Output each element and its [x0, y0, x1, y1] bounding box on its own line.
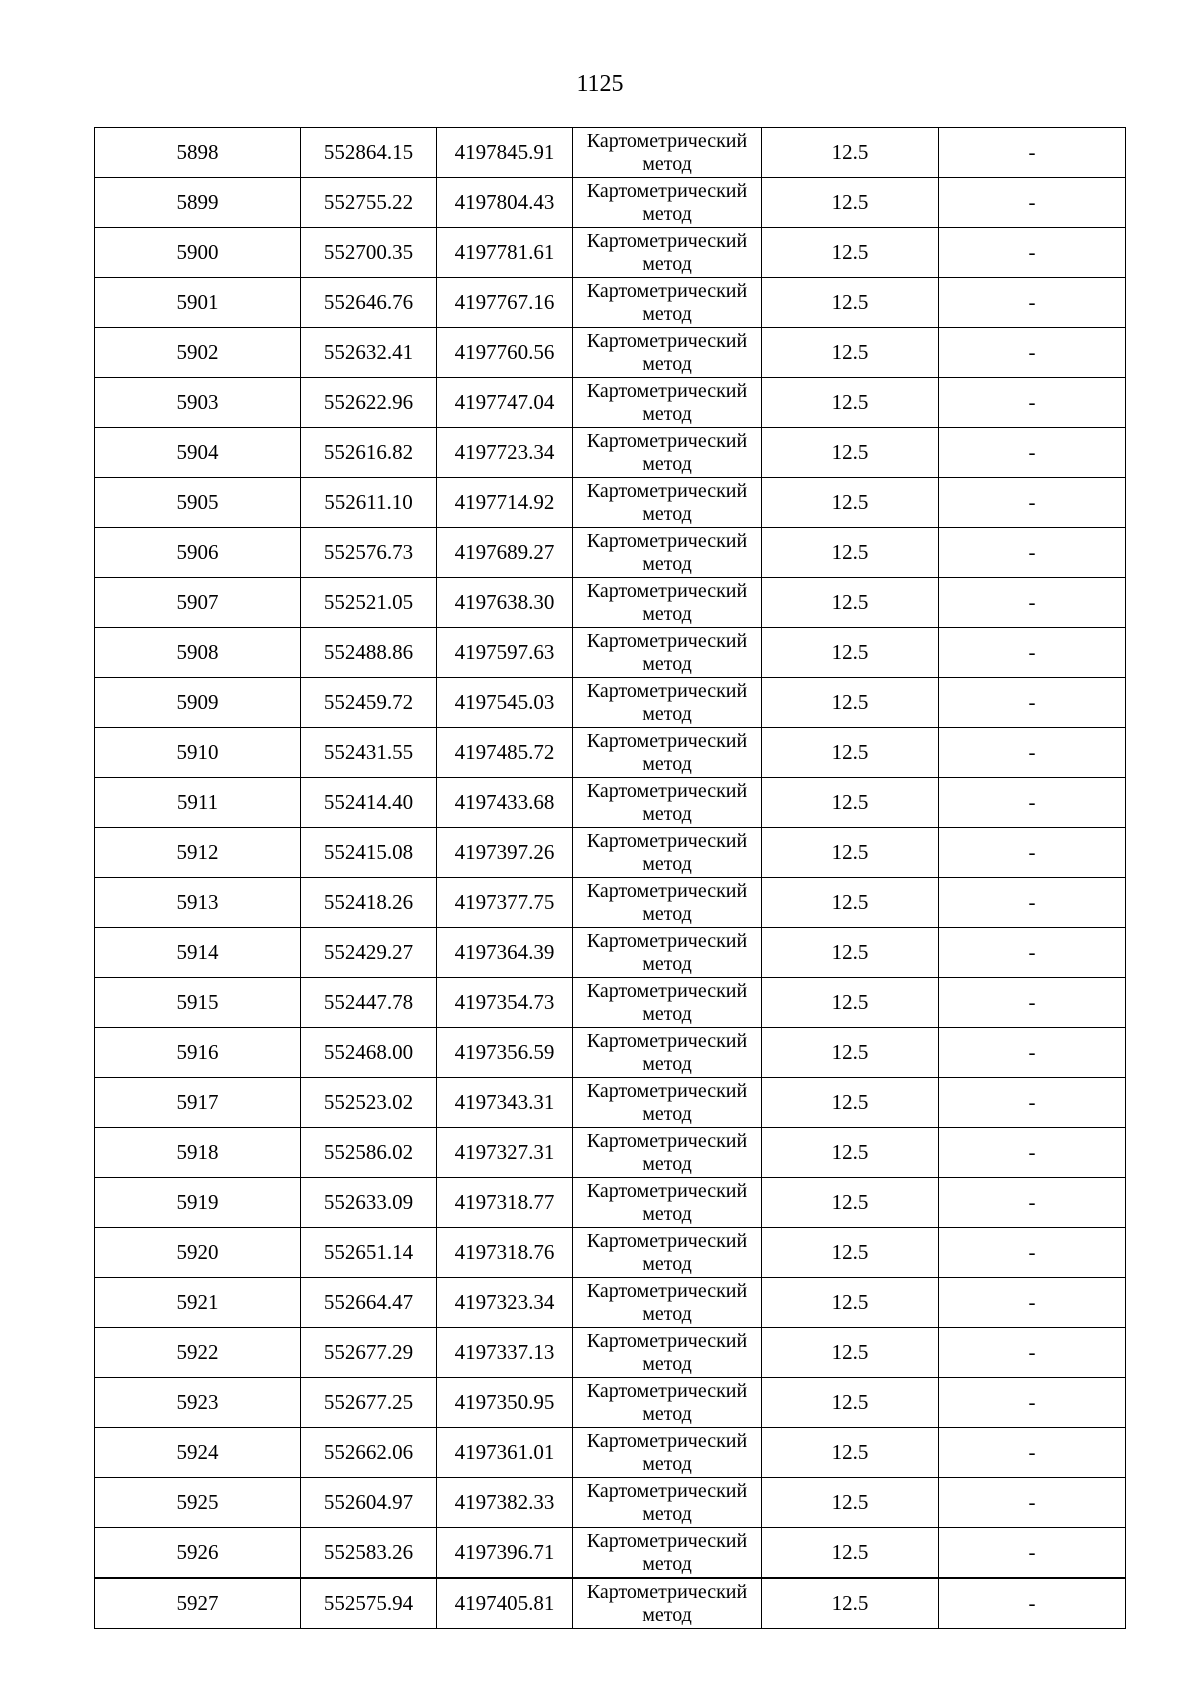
method-cell	[573, 678, 762, 728]
x-coordinate-cell: 552604.97	[301, 1478, 437, 1528]
y-coordinate-cell: 4197767.16	[437, 278, 573, 328]
method-line-2: метод	[642, 1202, 692, 1225]
note-cell: -	[939, 1328, 1126, 1378]
point-number-cell: 5902	[95, 328, 301, 378]
y-coordinate-cell: 4197485.72	[437, 728, 573, 778]
method-cell	[573, 928, 762, 978]
method-cell	[573, 1328, 762, 1378]
table-row	[95, 728, 1126, 778]
table-row	[95, 778, 1126, 828]
method-line-2: метод	[642, 1552, 692, 1575]
method-cell	[573, 1578, 762, 1629]
method-cell	[573, 428, 762, 478]
table-row	[95, 1478, 1126, 1528]
y-coordinate-cell: 4197361.01	[437, 1428, 573, 1478]
accuracy-cell: 12.5	[762, 528, 939, 578]
accuracy-cell: 12.5	[762, 1178, 939, 1228]
method-line-1: Картометрический	[586, 429, 748, 452]
accuracy-cell: 12.5	[762, 978, 939, 1028]
note-cell: -	[939, 1278, 1126, 1328]
accuracy-cell: 12.5	[762, 328, 939, 378]
method-cell	[573, 528, 762, 578]
method-cell	[573, 378, 762, 428]
method-line-2: метод	[642, 452, 692, 475]
method-cell	[573, 1078, 762, 1128]
method-line-2: метод	[642, 1252, 692, 1275]
method-line-1: Картометрический	[586, 229, 748, 252]
note-cell: -	[939, 678, 1126, 728]
method-line-1: Картометрический	[586, 1580, 748, 1603]
y-coordinate-cell: 4197318.76	[437, 1228, 573, 1278]
method-line-1: Картометрический	[586, 1329, 748, 1352]
method-cell	[573, 1378, 762, 1428]
table-row	[95, 228, 1126, 278]
method-line-2: метод	[642, 402, 692, 425]
method-line-2: метод	[642, 652, 692, 675]
accuracy-cell: 12.5	[762, 128, 939, 178]
table-row	[95, 328, 1126, 378]
note-cell: -	[939, 578, 1126, 628]
note-cell: -	[939, 778, 1126, 828]
x-coordinate-cell: 552677.25	[301, 1378, 437, 1428]
y-coordinate-cell: 4197723.34	[437, 428, 573, 478]
table-row	[95, 378, 1126, 428]
x-coordinate-cell: 552488.86	[301, 628, 437, 678]
method-line-2: метод	[642, 1452, 692, 1475]
table-row	[95, 628, 1126, 678]
accuracy-cell: 12.5	[762, 1228, 939, 1278]
table-row	[95, 1578, 1126, 1629]
accuracy-cell: 12.5	[762, 778, 939, 828]
x-coordinate-cell: 552583.26	[301, 1528, 437, 1579]
table-row	[95, 678, 1126, 728]
note-cell: -	[939, 728, 1126, 778]
note-cell: -	[939, 478, 1126, 528]
x-coordinate-cell: 552646.76	[301, 278, 437, 328]
table-row	[95, 1078, 1126, 1128]
point-number-cell: 5913	[95, 878, 301, 928]
y-coordinate-cell: 4197845.91	[437, 128, 573, 178]
table-row	[95, 1028, 1126, 1078]
point-number-cell: 5905	[95, 478, 301, 528]
note-cell: -	[939, 1378, 1126, 1428]
y-coordinate-cell: 4197804.43	[437, 178, 573, 228]
note-cell: -	[939, 1178, 1126, 1228]
method-line-2: метод	[642, 952, 692, 975]
method-cell	[573, 328, 762, 378]
method-line-1: Картометрический	[586, 679, 748, 702]
point-number-cell: 5916	[95, 1028, 301, 1078]
table-row	[95, 1528, 1126, 1579]
point-number-cell: 5911	[95, 778, 301, 828]
method-cell	[573, 1228, 762, 1278]
method-cell	[573, 828, 762, 878]
x-coordinate-cell: 552414.40	[301, 778, 437, 828]
y-coordinate-cell: 4197747.04	[437, 378, 573, 428]
method-cell	[573, 1478, 762, 1528]
note-cell: -	[939, 378, 1126, 428]
method-cell	[573, 578, 762, 628]
method-cell	[573, 1528, 762, 1579]
x-coordinate-cell: 552447.78	[301, 978, 437, 1028]
accuracy-cell: 12.5	[762, 1278, 939, 1328]
method-line-2: метод	[642, 702, 692, 725]
x-coordinate-cell: 552633.09	[301, 1178, 437, 1228]
table-row	[95, 428, 1126, 478]
point-number-cell: 5927	[95, 1578, 301, 1629]
table-row	[95, 1278, 1126, 1328]
method-cell	[573, 178, 762, 228]
accuracy-cell: 12.5	[762, 1078, 939, 1128]
point-number-cell: 5910	[95, 728, 301, 778]
method-cell	[573, 628, 762, 678]
y-coordinate-cell: 4197327.31	[437, 1128, 573, 1178]
method-line-1: Картометрический	[586, 879, 748, 902]
method-line-1: Картометрический	[586, 1429, 748, 1452]
method-cell	[573, 1028, 762, 1078]
x-coordinate-cell: 552431.55	[301, 728, 437, 778]
point-number-cell: 5906	[95, 528, 301, 578]
note-cell: -	[939, 1528, 1126, 1579]
table-row	[95, 528, 1126, 578]
method-cell	[573, 1128, 762, 1178]
accuracy-cell: 12.5	[762, 178, 939, 228]
method-line-2: метод	[642, 802, 692, 825]
method-line-1: Картометрический	[586, 329, 748, 352]
x-coordinate-cell: 552418.26	[301, 878, 437, 928]
table-row	[95, 478, 1126, 528]
table-row	[95, 278, 1126, 328]
x-coordinate-cell: 552632.41	[301, 328, 437, 378]
point-number-cell: 5899	[95, 178, 301, 228]
method-line-1: Картометрический	[586, 1179, 748, 1202]
point-number-cell: 5904	[95, 428, 301, 478]
note-cell: -	[939, 1428, 1126, 1478]
method-cell	[573, 1278, 762, 1328]
method-line-2: метод	[642, 1002, 692, 1025]
accuracy-cell: 12.5	[762, 378, 939, 428]
point-number-cell: 5912	[95, 828, 301, 878]
method-cell	[573, 278, 762, 328]
table-row	[95, 1378, 1126, 1428]
method-cell	[573, 128, 762, 178]
point-number-cell: 5898	[95, 128, 301, 178]
y-coordinate-cell: 4197323.34	[437, 1278, 573, 1328]
method-cell	[573, 1428, 762, 1478]
table-row	[95, 1178, 1126, 1228]
x-coordinate-cell: 552677.29	[301, 1328, 437, 1378]
method-line-2: метод	[642, 1152, 692, 1175]
y-coordinate-cell: 4197377.75	[437, 878, 573, 928]
note-cell: -	[939, 528, 1126, 578]
point-number-cell: 5923	[95, 1378, 301, 1428]
y-coordinate-cell: 4197354.73	[437, 978, 573, 1028]
note-cell: -	[939, 428, 1126, 478]
method-line-1: Картометрический	[586, 1129, 748, 1152]
y-coordinate-cell: 4197364.39	[437, 928, 573, 978]
x-coordinate-cell: 552664.47	[301, 1278, 437, 1328]
method-line-1: Картометрический	[586, 279, 748, 302]
accuracy-cell: 12.5	[762, 428, 939, 478]
note-cell: -	[939, 1128, 1126, 1178]
method-cell	[573, 778, 762, 828]
accuracy-cell: 12.5	[762, 1428, 939, 1478]
method-line-1: Картометрический	[586, 529, 748, 552]
y-coordinate-cell: 4197781.61	[437, 228, 573, 278]
y-coordinate-cell: 4197760.56	[437, 328, 573, 378]
y-coordinate-cell: 4197689.27	[437, 528, 573, 578]
x-coordinate-cell: 552611.10	[301, 478, 437, 528]
y-coordinate-cell: 4197337.13	[437, 1328, 573, 1378]
accuracy-cell: 12.5	[762, 1328, 939, 1378]
point-number-cell: 5918	[95, 1128, 301, 1178]
accuracy-cell: 12.5	[762, 828, 939, 878]
accuracy-cell: 12.5	[762, 1378, 939, 1428]
method-line-1: Картометрический	[586, 629, 748, 652]
method-line-1: Картометрический	[586, 129, 748, 152]
method-line-2: метод	[642, 852, 692, 875]
point-number-cell: 5917	[95, 1078, 301, 1128]
method-line-1: Картометрический	[586, 979, 748, 1002]
point-number-cell: 5919	[95, 1178, 301, 1228]
method-line-1: Картометрический	[586, 179, 748, 202]
y-coordinate-cell: 4197405.81	[437, 1578, 573, 1629]
method-line-2: метод	[642, 352, 692, 375]
method-line-2: метод	[642, 1352, 692, 1375]
y-coordinate-cell: 4197545.03	[437, 678, 573, 728]
point-number-cell: 5925	[95, 1478, 301, 1528]
note-cell: -	[939, 228, 1126, 278]
note-cell: -	[939, 1078, 1126, 1128]
x-coordinate-cell: 552576.73	[301, 528, 437, 578]
note-cell: -	[939, 1578, 1126, 1629]
method-line-1: Картометрический	[586, 1279, 748, 1302]
method-cell	[573, 878, 762, 928]
table-row	[95, 1328, 1126, 1378]
method-line-2: метод	[642, 1052, 692, 1075]
method-line-2: метод	[642, 1302, 692, 1325]
y-coordinate-cell: 4197396.71	[437, 1528, 573, 1579]
table-row	[95, 178, 1126, 228]
method-line-1: Картометрический	[586, 1229, 748, 1252]
y-coordinate-cell: 4197350.95	[437, 1378, 573, 1428]
note-cell: -	[939, 878, 1126, 928]
y-coordinate-cell: 4197397.26	[437, 828, 573, 878]
point-number-cell: 5907	[95, 578, 301, 628]
x-coordinate-cell: 552575.94	[301, 1578, 437, 1629]
note-cell: -	[939, 1478, 1126, 1528]
method-line-1: Картометрический	[586, 1379, 748, 1402]
method-line-2: метод	[642, 1603, 692, 1626]
point-number-cell: 5920	[95, 1228, 301, 1278]
x-coordinate-cell: 552459.72	[301, 678, 437, 728]
point-number-cell: 5921	[95, 1278, 301, 1328]
accuracy-cell: 12.5	[762, 1028, 939, 1078]
y-coordinate-cell: 4197343.31	[437, 1078, 573, 1128]
x-coordinate-cell: 552429.27	[301, 928, 437, 978]
method-line-2: метод	[642, 1402, 692, 1425]
x-coordinate-cell: 552616.82	[301, 428, 437, 478]
method-line-2: метод	[642, 502, 692, 525]
accuracy-cell: 12.5	[762, 278, 939, 328]
coordinates-table	[94, 127, 1126, 1629]
method-line-1: Картометрический	[586, 1529, 748, 1552]
accuracy-cell: 12.5	[762, 628, 939, 678]
method-line-1: Картометрический	[586, 829, 748, 852]
method-line-2: метод	[642, 252, 692, 275]
method-cell	[573, 978, 762, 1028]
method-line-1: Картометрический	[586, 1029, 748, 1052]
x-coordinate-cell: 552651.14	[301, 1228, 437, 1278]
accuracy-cell: 12.5	[762, 928, 939, 978]
accuracy-cell: 12.5	[762, 478, 939, 528]
y-coordinate-cell: 4197714.92	[437, 478, 573, 528]
y-coordinate-cell: 4197597.63	[437, 628, 573, 678]
x-coordinate-cell: 552864.15	[301, 128, 437, 178]
table-row	[95, 1228, 1126, 1278]
x-coordinate-cell: 552622.96	[301, 378, 437, 428]
table-row	[95, 1428, 1126, 1478]
method-line-2: метод	[642, 202, 692, 225]
method-line-1: Картометрический	[586, 379, 748, 402]
y-coordinate-cell: 4197318.77	[437, 1178, 573, 1228]
accuracy-cell: 12.5	[762, 228, 939, 278]
point-number-cell: 5922	[95, 1328, 301, 1378]
note-cell: -	[939, 978, 1126, 1028]
method-line-2: метод	[642, 752, 692, 775]
method-line-1: Картометрический	[586, 779, 748, 802]
x-coordinate-cell: 552468.00	[301, 1028, 437, 1078]
note-cell: -	[939, 128, 1126, 178]
method-line-2: метод	[642, 602, 692, 625]
table-row	[95, 128, 1126, 178]
table-row	[95, 828, 1126, 878]
note-cell: -	[939, 178, 1126, 228]
note-cell: -	[939, 328, 1126, 378]
y-coordinate-cell: 4197638.30	[437, 578, 573, 628]
point-number-cell: 5900	[95, 228, 301, 278]
accuracy-cell: 12.5	[762, 1528, 939, 1579]
method-line-2: метод	[642, 152, 692, 175]
page-number: 1125	[576, 71, 624, 97]
method-cell	[573, 1178, 762, 1228]
x-coordinate-cell: 552523.02	[301, 1078, 437, 1128]
table-row	[95, 578, 1126, 628]
point-number-cell: 5926	[95, 1528, 301, 1579]
method-line-2: метод	[642, 902, 692, 925]
y-coordinate-cell: 4197382.33	[437, 1478, 573, 1528]
method-line-1: Картометрический	[586, 729, 748, 752]
x-coordinate-cell: 552755.22	[301, 178, 437, 228]
table-row	[95, 978, 1126, 1028]
method-line-2: метод	[642, 1502, 692, 1525]
method-line-2: метод	[642, 552, 692, 575]
note-cell: -	[939, 928, 1126, 978]
note-cell: -	[939, 1228, 1126, 1278]
point-number-cell: 5914	[95, 928, 301, 978]
method-cell	[573, 478, 762, 528]
x-coordinate-cell: 552415.08	[301, 828, 437, 878]
accuracy-cell: 12.5	[762, 1478, 939, 1528]
method-line-1: Картометрический	[586, 1079, 748, 1102]
point-number-cell: 5901	[95, 278, 301, 328]
accuracy-cell: 12.5	[762, 578, 939, 628]
note-cell: -	[939, 1028, 1126, 1078]
table-row	[95, 878, 1126, 928]
point-number-cell: 5924	[95, 1428, 301, 1478]
method-line-1: Картометрический	[586, 479, 748, 502]
table-row	[95, 928, 1126, 978]
point-number-cell: 5915	[95, 978, 301, 1028]
point-number-cell: 5908	[95, 628, 301, 678]
method-cell	[573, 228, 762, 278]
accuracy-cell: 12.5	[762, 1128, 939, 1178]
method-line-2: метод	[642, 1102, 692, 1125]
point-number-cell: 5909	[95, 678, 301, 728]
note-cell: -	[939, 628, 1126, 678]
accuracy-cell: 12.5	[762, 728, 939, 778]
x-coordinate-cell: 552521.05	[301, 578, 437, 628]
method-line-2: метод	[642, 302, 692, 325]
x-coordinate-cell: 552586.02	[301, 1128, 437, 1178]
method-cell	[573, 728, 762, 778]
accuracy-cell: 12.5	[762, 878, 939, 928]
point-number-cell: 5903	[95, 378, 301, 428]
table-row	[95, 1128, 1126, 1178]
method-line-1: Картометрический	[586, 579, 748, 602]
coordinates-table-body	[95, 128, 1126, 1629]
x-coordinate-cell: 552700.35	[301, 228, 437, 278]
x-coordinate-cell: 552662.06	[301, 1428, 437, 1478]
method-line-1: Картометрический	[586, 929, 748, 952]
accuracy-cell: 12.5	[762, 1578, 939, 1629]
note-cell: -	[939, 828, 1126, 878]
note-cell: -	[939, 278, 1126, 328]
y-coordinate-cell: 4197356.59	[437, 1028, 573, 1078]
method-line-1: Картометрический	[586, 1479, 748, 1502]
accuracy-cell: 12.5	[762, 678, 939, 728]
y-coordinate-cell: 4197433.68	[437, 778, 573, 828]
